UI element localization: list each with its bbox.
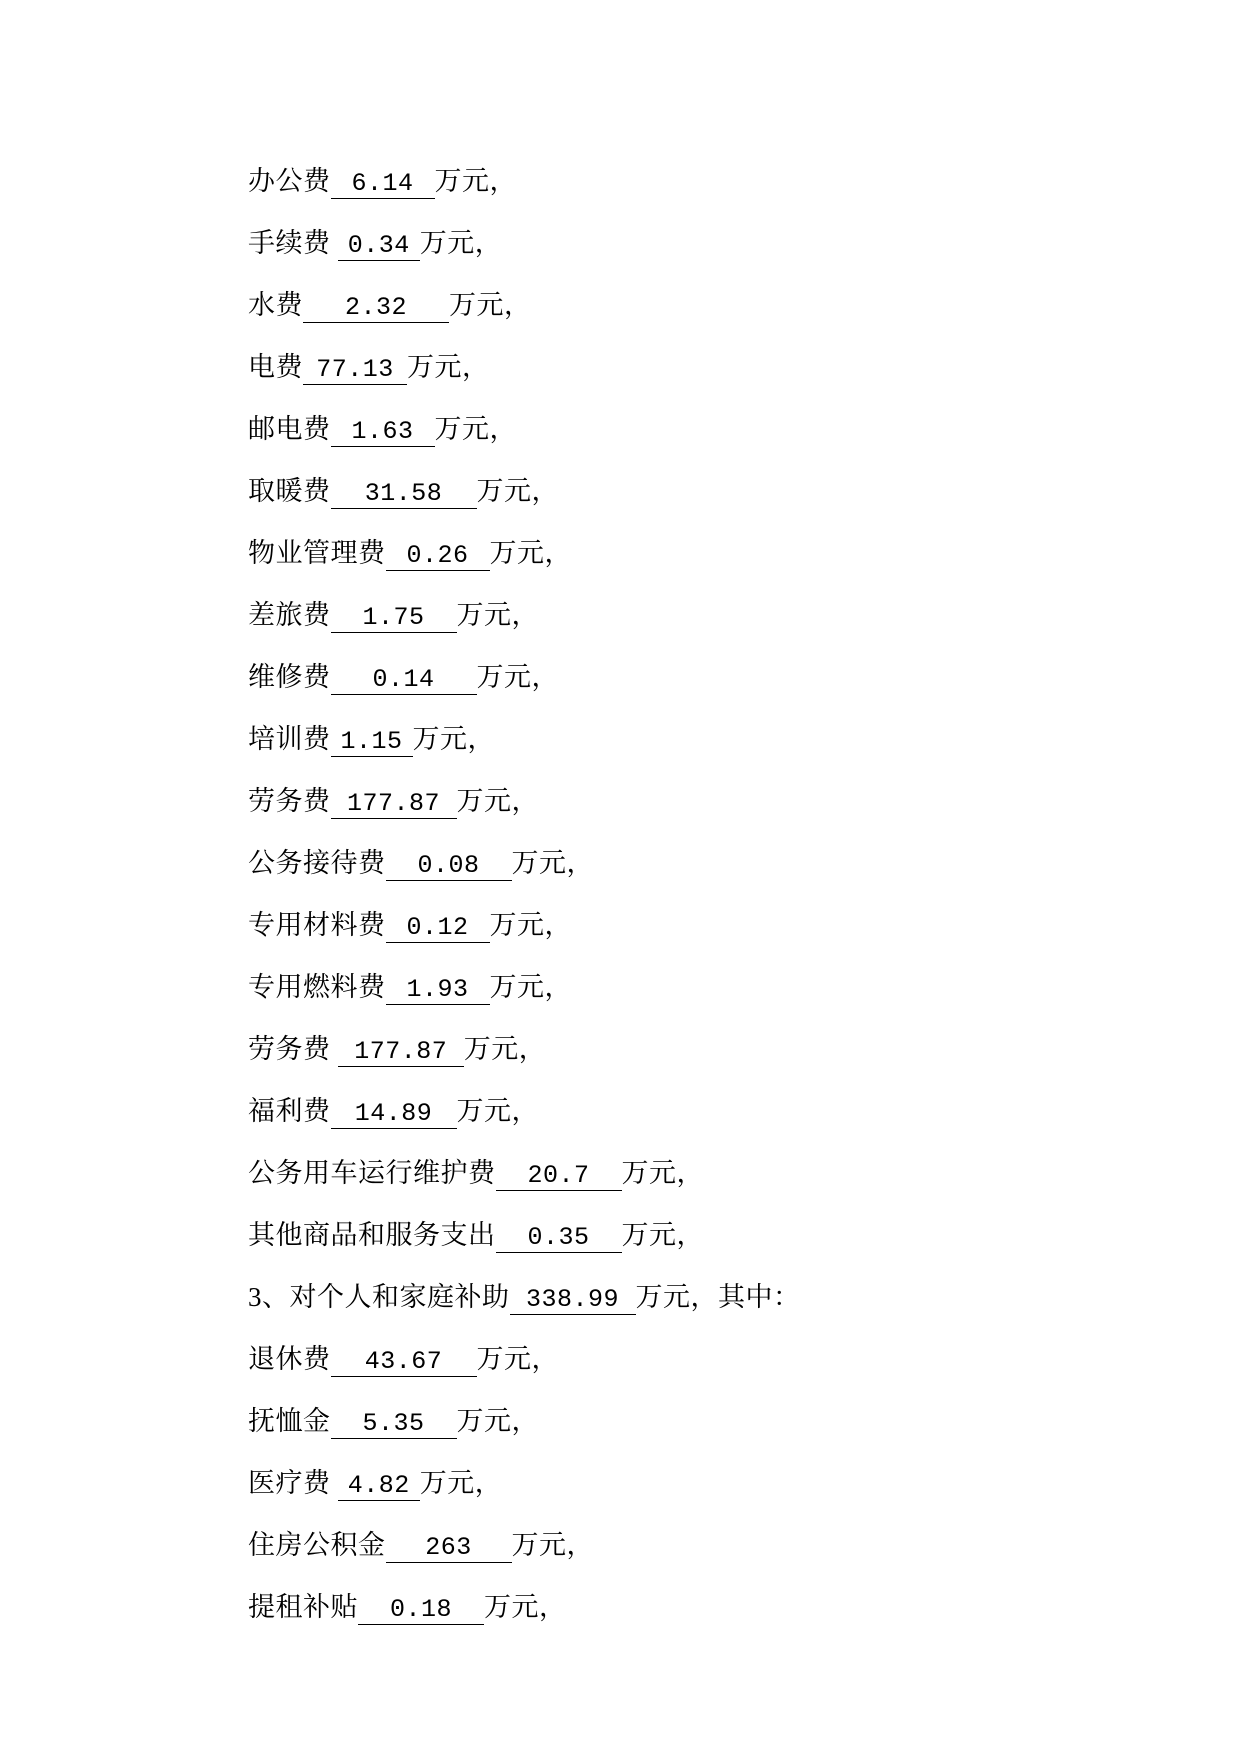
document-line	[248, 956, 1051, 1018]
line-unit: 万元，	[449, 290, 532, 320]
line-value-blank[interactable]: 31.58	[331, 480, 477, 509]
document-line	[248, 770, 1051, 832]
line-label: 提租补贴	[248, 1592, 358, 1622]
line-value-blank[interactable]: 6.14	[331, 170, 435, 199]
document-line	[248, 1576, 1051, 1638]
line-unit: 万元，	[476, 1344, 559, 1374]
line-label: 住房公积金	[248, 1530, 386, 1560]
line-value-blank[interactable]: 0.26	[386, 542, 490, 571]
document-line	[248, 646, 1051, 708]
line-label: 培训费	[248, 724, 331, 754]
line-label: 其他商品和服务支出	[248, 1220, 496, 1250]
line-value-blank[interactable]: 1.75	[331, 604, 457, 633]
line-unit: 万元，	[434, 166, 517, 196]
line-label: 医疗费	[248, 1468, 338, 1498]
line-value-blank[interactable]: 43.67	[331, 1348, 477, 1377]
line-unit: 万元，	[621, 1158, 704, 1188]
document-line	[248, 1390, 1051, 1452]
document-line	[248, 212, 1051, 274]
line-value-blank[interactable]: 177.87	[331, 790, 457, 819]
line-label: 取暖费	[248, 476, 331, 506]
line-value-blank[interactable]: 0.34	[338, 232, 420, 261]
line-value-blank[interactable]: 0.18	[358, 1596, 484, 1625]
line-unit: 万元，	[456, 1406, 539, 1436]
document-line	[248, 1018, 1051, 1080]
line-label: 抚恤金	[248, 1406, 331, 1436]
line-label: 电费	[248, 352, 303, 382]
line-value-blank[interactable]: 0.08	[386, 852, 512, 881]
line-value-blank[interactable]: 2.32	[303, 294, 449, 323]
document-line	[248, 274, 1051, 336]
document-line	[248, 708, 1051, 770]
line-label: 专用燃料费	[248, 972, 386, 1002]
document-line	[248, 832, 1051, 894]
line-unit: 万元，	[621, 1220, 704, 1250]
document-line	[248, 1514, 1051, 1576]
line-label: 3、对个人和家庭补助	[248, 1282, 510, 1312]
line-unit: 万元，	[489, 538, 572, 568]
line-value-blank[interactable]: 20.7	[496, 1162, 622, 1191]
line-unit: 万元，	[463, 1034, 547, 1064]
line-unit: 万元，	[434, 414, 517, 444]
line-unit: 万元，其中：	[635, 1282, 801, 1312]
line-unit: 万元，	[476, 476, 559, 506]
document-line	[248, 584, 1051, 646]
line-unit: 万元，	[489, 972, 572, 1002]
line-label: 劳务费	[248, 786, 331, 816]
line-label: 专用材料费	[248, 910, 386, 940]
document-line	[248, 522, 1051, 584]
line-label: 退休费	[248, 1344, 331, 1374]
line-value-blank[interactable]: 77.13	[303, 356, 407, 385]
document-line	[248, 894, 1051, 956]
line-label: 办公费	[248, 166, 331, 196]
document-line	[248, 1142, 1051, 1204]
line-unit: 万元，	[419, 228, 503, 258]
line-value-blank[interactable]: 1.15	[331, 728, 413, 757]
line-label: 维修费	[248, 662, 331, 692]
line-label: 手续费	[248, 228, 338, 258]
line-label: 公务接待费	[248, 848, 386, 878]
line-value-blank[interactable]: 338.99	[510, 1286, 636, 1315]
line-unit: 万元，	[407, 352, 490, 382]
line-value-blank[interactable]: 177.87	[338, 1038, 464, 1067]
line-unit: 万元，	[511, 848, 594, 878]
document-line	[248, 1080, 1051, 1142]
document-line	[248, 1204, 1051, 1266]
line-value-blank[interactable]: 4.82	[338, 1472, 420, 1501]
line-label: 水费	[248, 290, 303, 320]
line-label: 邮电费	[248, 414, 331, 444]
line-value-blank[interactable]: 14.89	[331, 1100, 457, 1129]
line-unit: 万元，	[484, 1592, 567, 1622]
line-unit: 万元，	[412, 724, 495, 754]
document-line	[248, 150, 1051, 212]
line-label: 公务用车运行维护费	[248, 1158, 496, 1188]
line-value-blank[interactable]: 0.12	[386, 914, 490, 943]
line-unit: 万元，	[456, 1096, 539, 1126]
line-value-blank[interactable]: 0.35	[496, 1224, 622, 1253]
document-line	[248, 1328, 1051, 1390]
line-unit: 万元，	[489, 910, 572, 940]
line-unit: 万元，	[419, 1468, 503, 1498]
line-value-blank[interactable]: 1.93	[386, 976, 490, 1005]
line-label: 物业管理费	[248, 538, 386, 568]
line-label: 劳务费	[248, 1034, 338, 1064]
line-unit: 万元，	[476, 662, 559, 692]
document-body	[248, 150, 1051, 1638]
line-value-blank[interactable]: 0.14	[331, 666, 477, 695]
document-line	[248, 1452, 1051, 1514]
line-unit: 万元，	[456, 786, 539, 816]
document-line	[248, 336, 1051, 398]
line-value-blank[interactable]: 1.63	[331, 418, 435, 447]
line-unit: 万元，	[511, 1530, 594, 1560]
line-value-blank[interactable]: 5.35	[331, 1410, 457, 1439]
document-line	[248, 398, 1051, 460]
line-value-blank[interactable]: 263	[386, 1534, 512, 1563]
document-line	[248, 1266, 1051, 1328]
line-unit: 万元，	[456, 600, 539, 630]
line-label: 福利费	[248, 1096, 331, 1126]
document-line	[248, 460, 1051, 522]
line-label: 差旅费	[248, 600, 331, 630]
